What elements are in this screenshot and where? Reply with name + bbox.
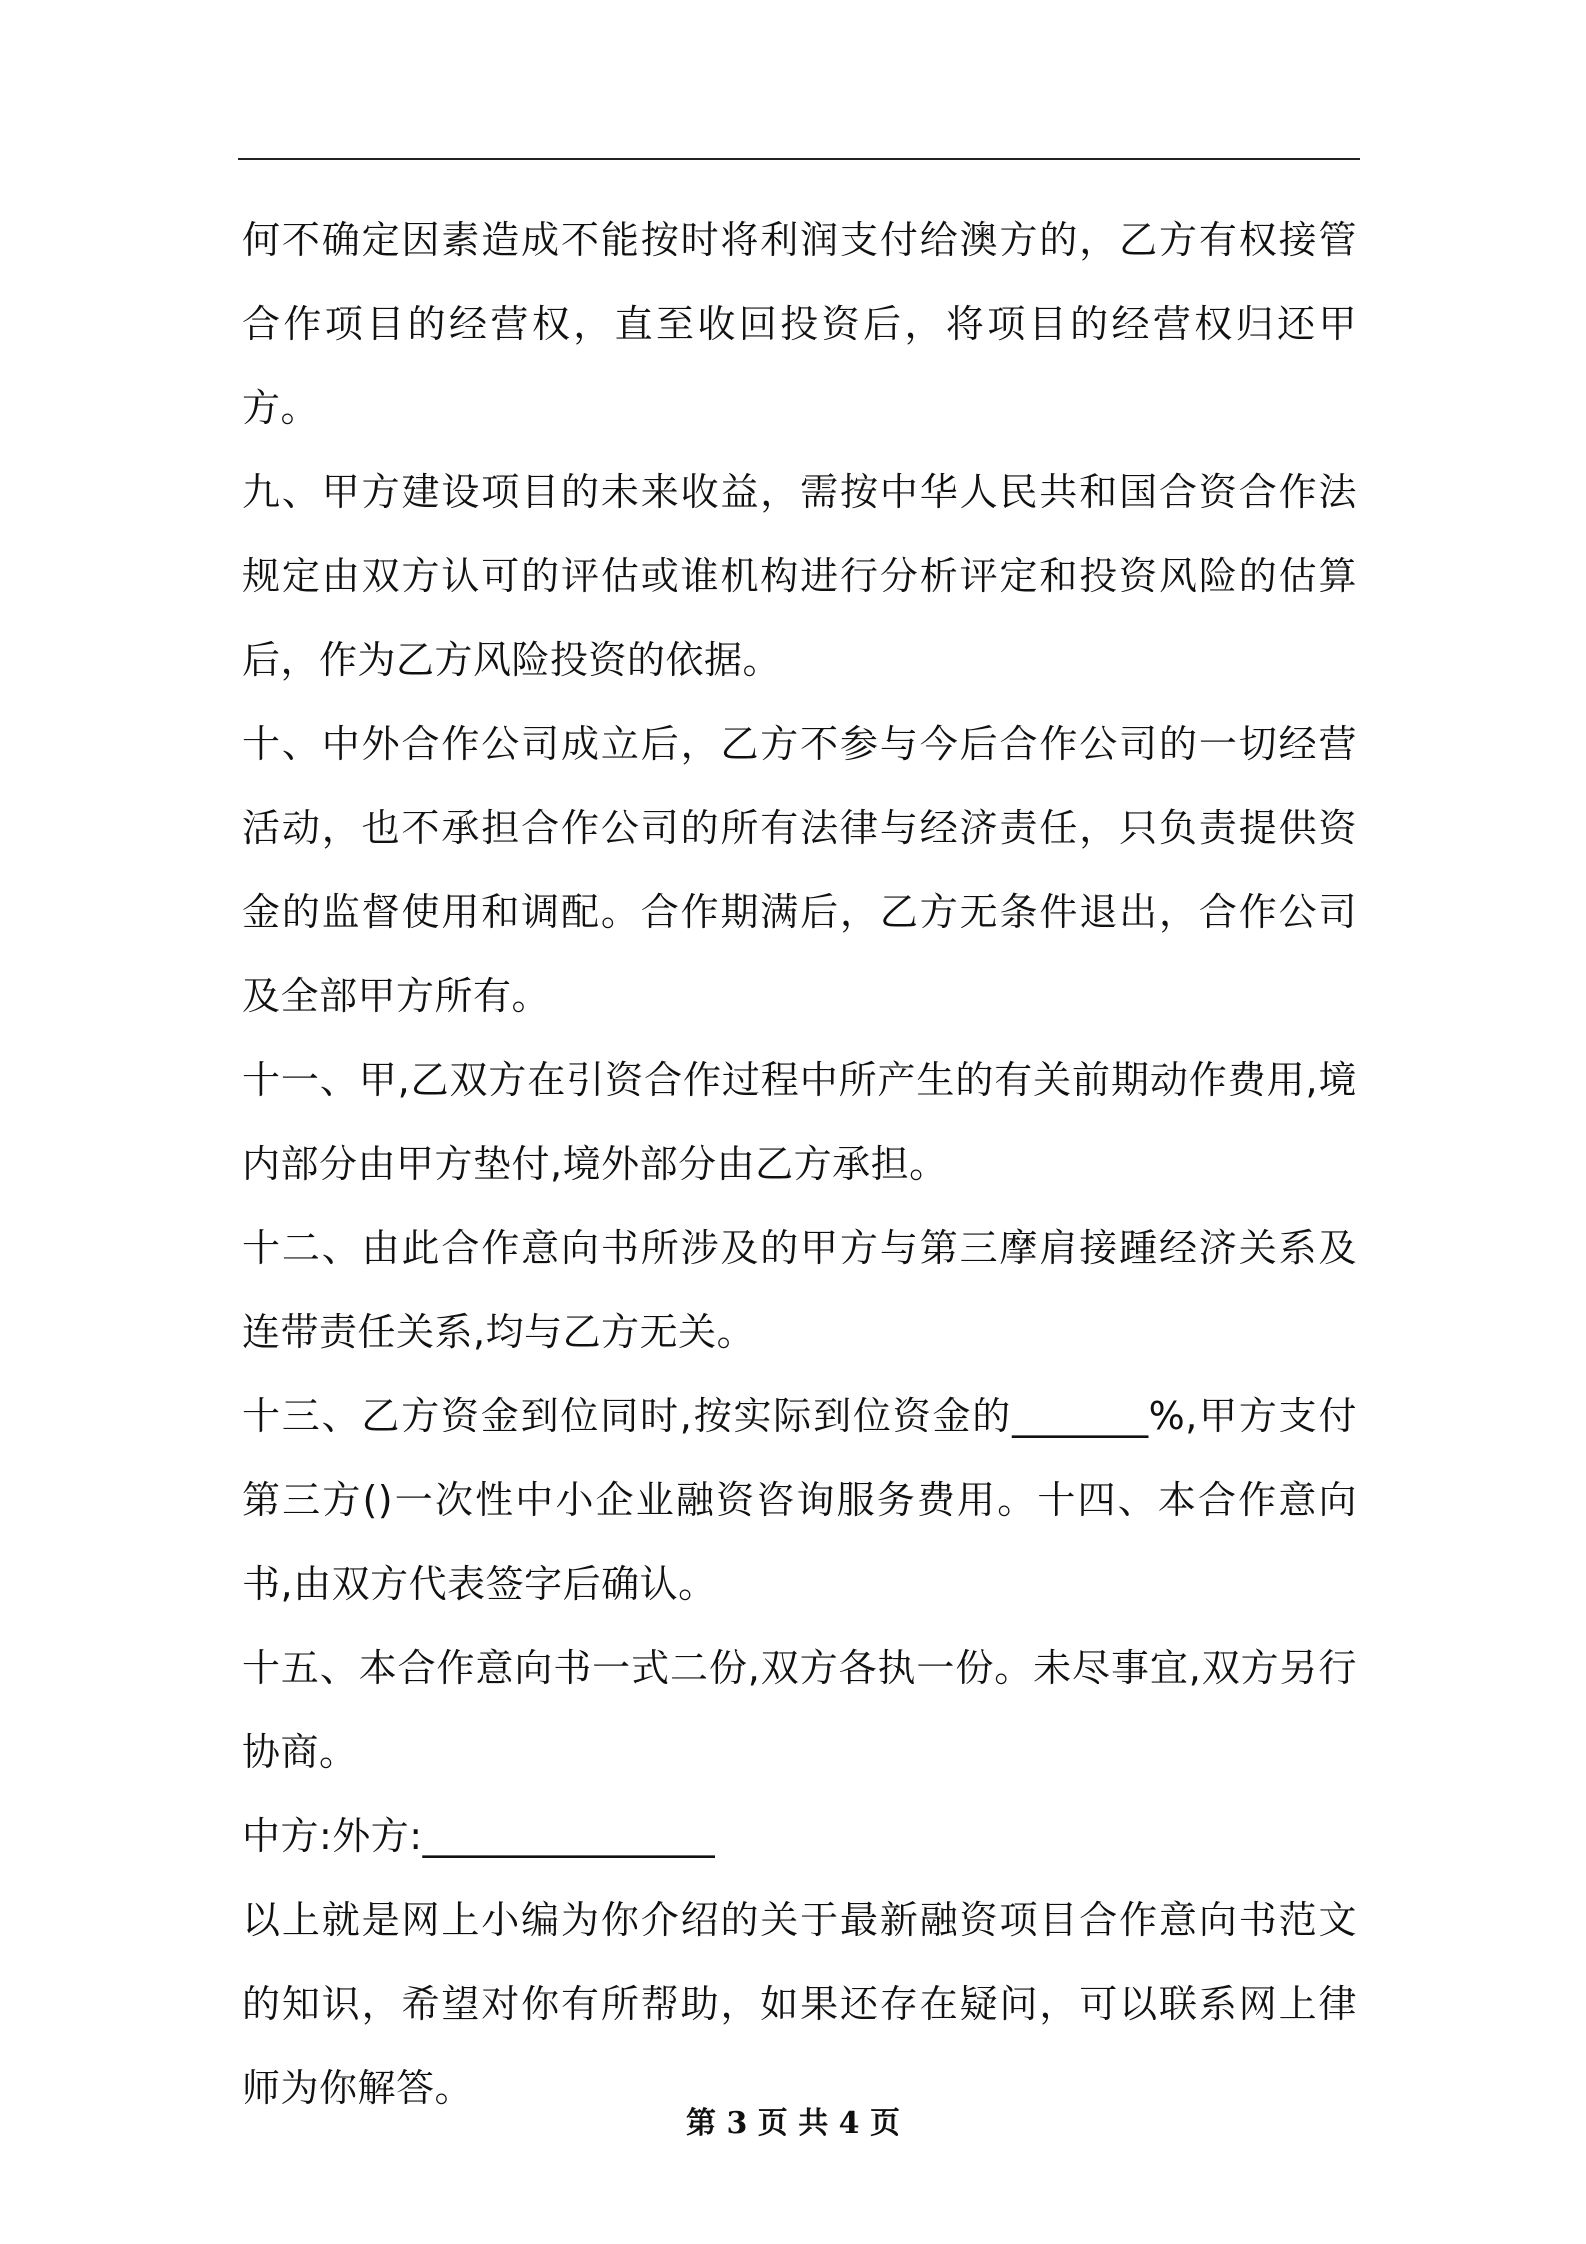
signature-line: 中方:外方:_______________	[242, 1814, 716, 1858]
page-number-footer: 第 3 页 共 4 页	[686, 2106, 900, 2141]
paragraph-clause-11: 十一、甲,乙双方在引资合作过程中所产生的有关前期动作费用,境内部分由甲方垫付,境外部分由乙方承担。	[242, 1058, 1357, 1186]
paragraph-continuation: 何不确定因素造成不能按时将利润支付给澳方的，乙方有权接管合作项目的经营权，直至收回投资后，将项目的经营权归还甲方。	[242, 218, 1357, 430]
paragraph-clause-15: 十五、本合作意向书一式二份,双方各执一份。未尽事宜,双方另行协商。	[242, 1646, 1357, 1774]
document-body	[242, 198, 1357, 2130]
header-rule	[238, 158, 1360, 160]
paragraph-clause-9: 九、甲方建设项目的未来收益，需按中华人民共和国合资合作法规定由双方认可的评估或谁机构进行分析评定和投资风险的估算后，作为乙方风险投资的依据。	[242, 470, 1357, 682]
paragraph-clause-12: 十二、由此合作意向书所涉及的甲方与第三摩肩接踵经济关系及连带责任关系,均与乙方无关。	[242, 1226, 1357, 1354]
paragraph-closing: 以上就是网上小编为你介绍的关于最新融资项目合作意向书范文的知识，希望对你有所帮助，如果还存在疑问，可以联系网上律师为你解答。	[242, 1898, 1357, 2110]
paragraph-clause-13-14: 十三、乙方资金到位同时,按实际到位资金的_______%,甲方支付第三方()一次性中小企业融资咨询服务费用。十四、本合作意向书,由双方代表签字后确认。	[242, 1394, 1357, 1606]
paragraph-clause-10: 十、中外合作公司成立后，乙方不参与今后合作公司的一切经营活动，也不承担合作公司的所有法律与经济责任，只负责提供资金的监督使用和调配。合作期满后，乙方无条件退出，合作公司及全部甲方所有。	[242, 722, 1357, 1018]
